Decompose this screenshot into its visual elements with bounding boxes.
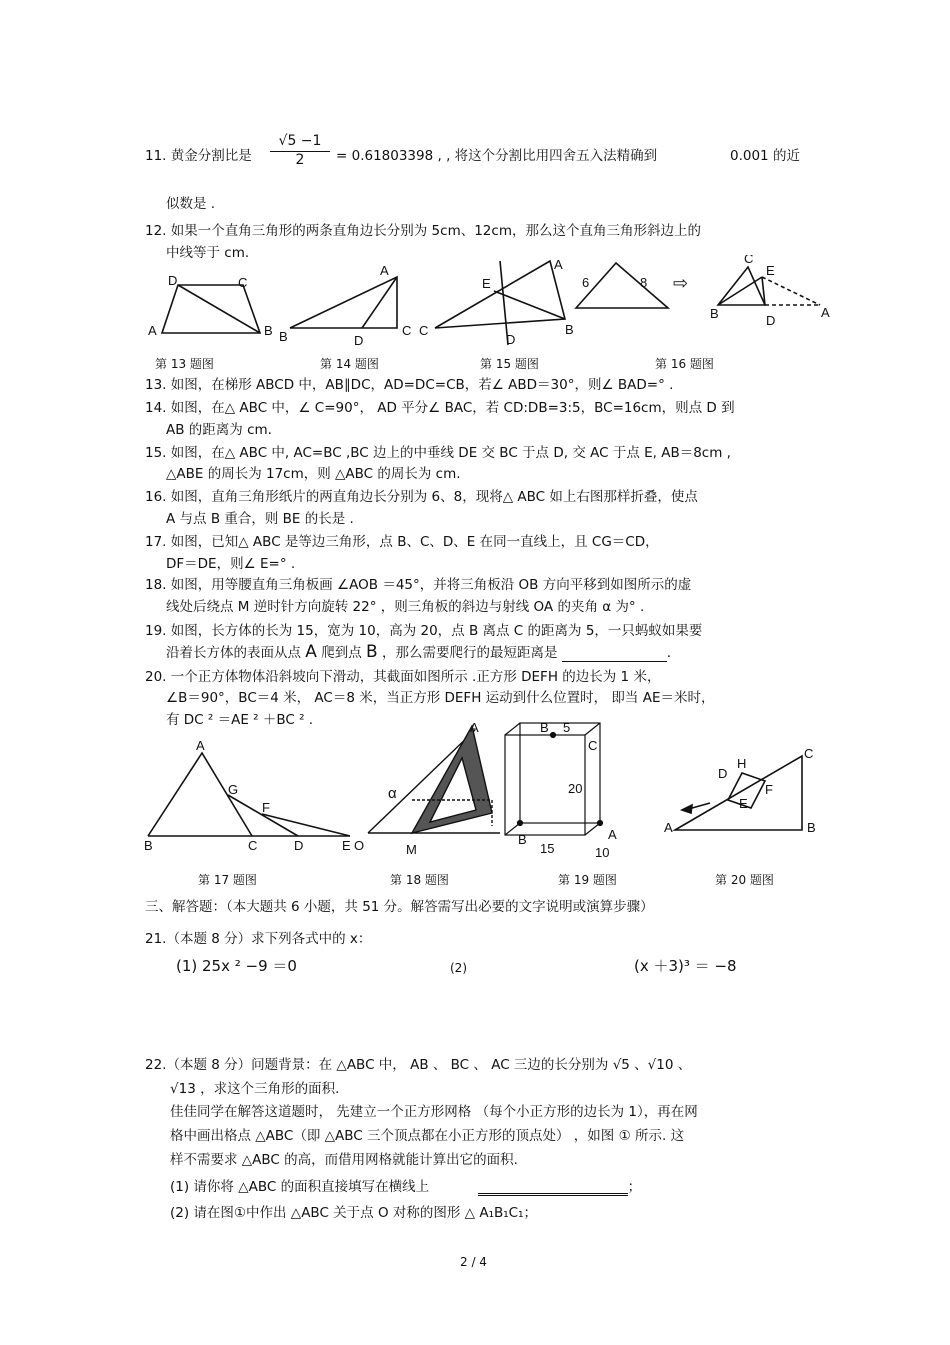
q19-point-b: B [366,642,378,662]
fig16-label-b: B [710,306,719,321]
q22-line1: 22.（本题 8 分）问题背景：在 △ABC 中， AB 、 BC 、 AC 三边的长分别为 √5 、√10 、 [145,1057,692,1073]
q14-line2: AB 的距离为 cm. [166,422,272,438]
q11-value: = 0.61803398 , , 将这个分割比用四舍五入法精确到 [336,148,658,164]
q19-period: . [666,645,672,661]
q22-line5: 样不需要求 △ABC 的高，而借用网格就能计算出它的面积. [170,1152,518,1168]
fig13-label-d: D [168,273,178,288]
golden-ratio-fraction [270,133,330,168]
q21-part2: (x ＋3)³ ＝ −8 [634,957,737,975]
fig17-label-d: D [294,838,304,853]
caption-16: 第 16 题图 [655,357,714,371]
fig16-label-a: A [821,305,830,320]
fig20-label-h: H [737,756,747,771]
q15-line1: 15. 如图，在△ ABC 中, AC=BC ,BC 边上的中垂线 DE 交 BC 于点 D, 交 AC 于点 E, AB＝8cm , [145,445,731,461]
fig19-label-5: 5 [563,720,571,735]
fig20-label-e: E [739,796,748,811]
fig13-trapezoid [162,285,260,333]
fig19-label-10: 10 [595,845,610,860]
fig20-label-a: A [664,820,673,835]
fig13-label-c: C [238,275,248,290]
q22-sub1-text: (1) 请你将 △ABC 的面积直接填写在横线上 [170,1179,430,1195]
fig15-label-c: C [419,323,429,338]
q17-line1: 17. 如图，已知△ ABC 是等边三角形，点 B、C、D、E 在同一直线上，且 CG＝CD， [145,534,659,550]
fig16-label-6: 6 [582,275,590,290]
q22-sub1 [170,1178,641,1196]
q19-line1: 19. 如图，长方体的长为 15，宽为 10，高为 20，点 B 离点 C 的距离为 5，一只蚂蚁如果要 [145,623,703,639]
fig19-label-20: 20 [568,781,583,796]
q15-line2: △ABE 的周长为 17cm，则 △ABC 的周长为 cm. [166,466,461,482]
q16-line1: 16. 如图，直角三角形纸片的两直角边长分别为 6、8，现将△ ABC 如上右图那样折叠，使点 [145,489,698,505]
fig19-label-c: C [588,738,598,753]
fig19-label-b-bottom: B [518,832,527,847]
q21-part1: (1) 25x ² −9 ＝0 [176,957,297,975]
fig17-label-g: G [228,782,239,797]
fig19-label-a: A [608,827,617,842]
fig20-label-b: B [807,820,816,835]
fig17-label-e: E [342,838,351,853]
fig17-label-b: B [144,838,153,853]
q18-line2: 线处后绕点 M 逆时针方向旋转 22° ，则三角板的斜边与射线 OA 的夹角 α 为° . [166,599,645,615]
fig18-label-m: M [406,842,417,857]
fig20-label-c: C [804,746,814,761]
section-3-heading: 三、解答题：（本大题共 6 小题，共 51 分。解答需写出必要的文字说明或演算步骤） [145,899,654,915]
fig14-triangle [290,277,397,328]
q17-line2: DF＝DE，则∠ E=° . [166,556,296,572]
fig16-label-8: 8 [640,275,648,290]
fig18-label-a: A [470,720,479,735]
fig17-label-f: F [262,800,270,815]
caption-18: 第 18 题图 [390,873,449,887]
q21-title: 21.（本题 8 分）求下列各式中的 x： [145,931,372,947]
figure-row-1 [140,255,840,355]
q20-line3: 有 DC ² ＝AE ² ＋BC ² . [166,712,314,728]
q16-line2: A 与点 B 重合，则 BE 的长是 . [166,511,354,527]
fig16-arrow-icon: ⇨ [673,273,689,293]
page-number: 2 / 4 [460,1255,487,1269]
caption-15: 第 15 题图 [480,357,539,371]
fig16-label-d: D [766,313,776,328]
q22-line2: √13 ，求这个三角形的面积. [170,1081,340,1097]
fig14-label-b: B [279,329,288,344]
fig19-label-15: 15 [540,841,555,856]
fig15-label-d: D [506,332,516,347]
q19-text-b: 爬到点 [321,645,362,661]
fraction-denominator: 2 [295,152,305,168]
q21-part2-label: (2) [450,961,467,975]
fig13-label-b: B [264,323,273,338]
q22-area-answer-blank [478,1181,628,1196]
fig15-label-a: A [554,257,563,272]
q20-line2: ∠B＝90°，BC＝4 米， AC＝8 米，当正方形 DEFH 运动到什么位置时， 即当 AE＝米时， [166,690,715,706]
caption-14: 第 14 题图 [320,357,379,371]
fig17-label-a: A [196,738,205,753]
fig19-label-b-top: B [540,720,549,735]
fig16-label-e: E [766,263,775,278]
fig14-label-a: A [380,263,389,278]
q19-point-a: A [305,642,317,662]
q22-sub1-end: ； [627,1179,642,1195]
caption-13: 第 13 题图 [155,357,214,371]
q14-line1: 14. 如图，在△ ABC 中，∠ C=90°， AD 平分∠ BAC，若 CD:DB=3:5，BC=16cm，则点 D 到 [145,400,735,416]
fig13-label-a: A [148,323,157,338]
q18-line1: 18. 如图，用等腰直角三角板画 ∠AOB ＝45°，并将三角板沿 OB 方向平移到如图所示的虚 [145,577,692,593]
fig16-label-c: C [744,255,754,266]
q11-precision: 0.001 的近 [730,148,800,164]
caption-19: 第 19 题图 [558,873,617,887]
q19-text-a: 沿着长方体的表面从点 [166,645,301,661]
q12-line2: 中线等于 cm. [166,245,250,261]
figure-row-2 [140,718,830,863]
q22-line3: 佳佳同学在解答这道题时， 先建立一个正方形网格 （每个小正方形的边长为 1），再在网 [170,1104,698,1120]
q13: 13. 如图，在梯形 ABCD 中，AB∥DC，AD=DC=CB，若∠ ABD＝30°，则∠ BAD=° . [145,377,674,393]
fig16-triangle [576,263,668,308]
q19-answer-blank [562,647,667,662]
fig18-label-o: O [354,838,365,853]
fig17-label-c: C [248,838,258,853]
fig20-label-f: F [765,782,773,797]
q19-line2 [166,643,671,662]
caption-20: 第 20 题图 [715,873,774,887]
q11-line2: 似数是 . [166,196,216,212]
fraction-numerator: √5 −1 [270,133,330,152]
fig14-label-d: D [354,333,364,348]
q22-sub2: (2) 请在图①中作出 △ABC 关于点 O 对称的图形 △ A₁B₁C₁； [170,1205,537,1221]
caption-17: 第 17 题图 [198,873,257,887]
fig14-label-c: C [402,323,412,338]
q22-line4: 格中画出格点 △ABC（即 △ABC 三个顶点都在小正方形的顶点处） ，如图 ① 所示. 这 [170,1128,685,1144]
q19-text-c: ，那么需要爬行的最短距离是 [382,645,558,661]
fig18-label-alpha: α [388,785,397,802]
q11-prefix: 11. 黄金分割比是 [145,148,252,164]
fig20-label-d: D [718,766,728,781]
fig15-label-b: B [565,322,574,337]
fig15-label-e: E [482,276,491,291]
fig15-triangle [435,261,565,345]
q12-line1: 12. 如果一个直角三角形的两条直角边长分别为 5cm、12cm，那么这个直角三角形斜边上的 [145,223,701,239]
fig17-triangle [148,753,350,836]
fig18-setsquare [368,726,500,833]
q20-line1: 20. 一个正方体物体沿斜坡向下滑动，其截面如图所示 .正方形 DEFH 的边长为 1 米， [145,669,661,685]
